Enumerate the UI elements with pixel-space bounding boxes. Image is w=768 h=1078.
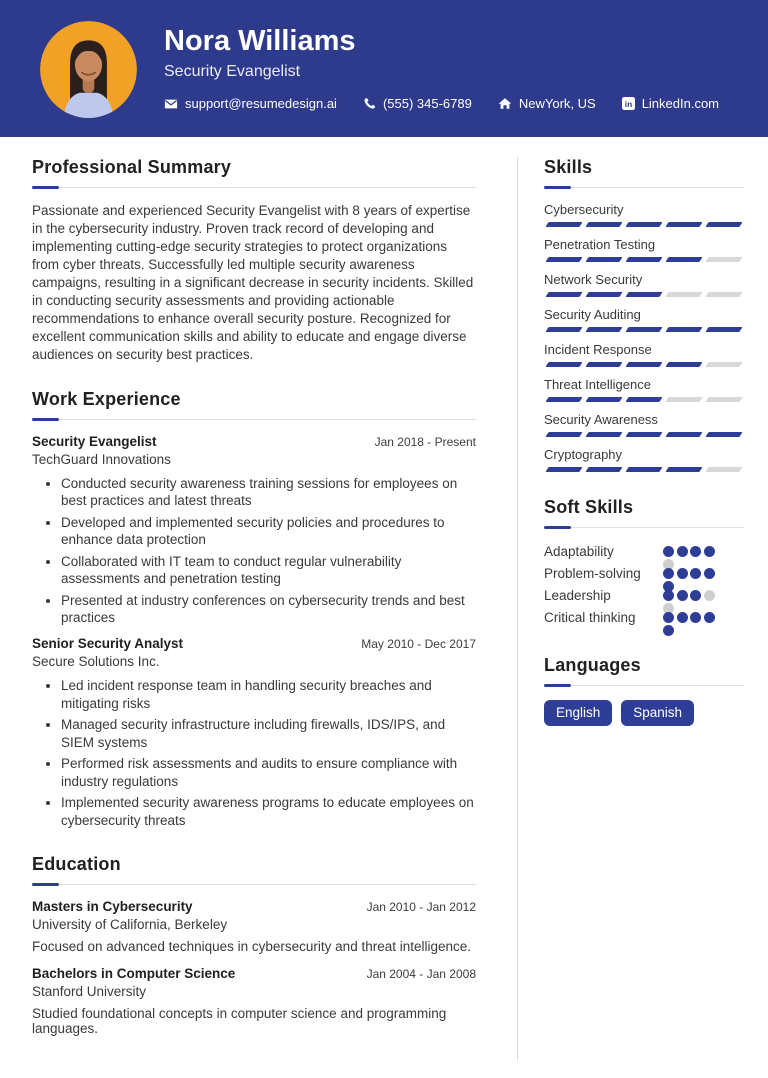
section-work-experience <box>32 389 476 830</box>
section-languages <box>544 655 744 726</box>
education-dates: Jan 2010 - Jan 2012 <box>366 900 476 915</box>
skill-bar-segment <box>545 327 582 332</box>
soft-skill-dot <box>690 612 701 623</box>
skill-level-bar <box>544 327 744 332</box>
degree-title: Bachelors in Computer Science <box>32 966 236 982</box>
contact-phone-text: (555) 345-6789 <box>382 96 472 112</box>
skill-bar-segment <box>585 432 622 437</box>
skill-name: Cybersecurity <box>544 202 624 217</box>
education-description: Studied foundational concepts in computer science and programming languages. <box>32 1006 447 1037</box>
job-bullets <box>32 677 476 829</box>
skill-bar-segment <box>545 257 582 262</box>
education-entry <box>32 899 476 954</box>
school-name: Stanford University <box>32 984 147 1000</box>
skill-bar-segment <box>625 292 662 297</box>
contact-linkedin[interactable] <box>622 96 719 111</box>
education-list <box>32 899 476 1036</box>
section-rule <box>544 684 744 687</box>
soft-skill-dot <box>663 568 674 579</box>
soft-skill-name: Leadership <box>544 588 611 603</box>
education-header <box>32 899 476 914</box>
degree-title: Masters in Cybersecurity <box>32 899 193 915</box>
skill-name: Cryptography <box>544 447 623 462</box>
skill-bar-segment <box>665 467 702 472</box>
skill-bar-segment <box>665 432 702 437</box>
skill-bar-segment <box>585 467 622 472</box>
job-bullet-item: • Collaborated with IT team to conduct regular vulnerability assessments and penetration testing <box>61 553 476 588</box>
email-icon <box>164 98 178 110</box>
job-company: TechGuard Innovations <box>32 451 171 467</box>
skill-bar-segment <box>705 292 742 297</box>
content-columns <box>0 137 768 1061</box>
language-badge: Spanish <box>621 700 694 726</box>
education-entry <box>32 966 476 1036</box>
skill-item <box>544 342 744 367</box>
linkedin-icon <box>622 97 635 110</box>
svg-text:in: in <box>624 98 632 109</box>
soft-skill-dot <box>690 590 701 601</box>
skill-bar-segment <box>545 362 582 367</box>
section-rule <box>544 186 744 189</box>
jobs-list <box>32 434 476 830</box>
skill-bar-segment <box>585 257 622 262</box>
soft-skill-dot <box>704 568 715 579</box>
skill-bar-segment <box>705 467 742 472</box>
skill-bar-segment <box>585 397 622 402</box>
section-rule <box>32 186 476 189</box>
skill-bar-segment <box>625 327 662 332</box>
skill-level-bar <box>544 362 744 367</box>
skill-item <box>544 237 744 262</box>
person-title: Security Evangelist <box>164 63 301 81</box>
section-education <box>32 854 476 1036</box>
skill-bar-segment <box>545 222 582 227</box>
sidebar-column <box>517 157 744 1061</box>
skill-item <box>544 447 744 472</box>
avatar-illustration <box>40 21 137 118</box>
skill-bar-segment <box>665 222 702 227</box>
main-column <box>32 157 476 1061</box>
soft-skill-dot <box>677 590 688 601</box>
avatar <box>40 21 137 118</box>
section-professional-summary <box>32 157 476 364</box>
skill-bar-segment <box>625 397 662 402</box>
skills-list <box>544 202 744 472</box>
skill-bar-segment <box>585 362 622 367</box>
soft-skill-item <box>544 608 744 630</box>
education-description: Focused on advanced techniques in cybersecurity and threat intelligence. <box>32 939 472 955</box>
skill-name: Penetration Testing <box>544 237 656 252</box>
soft-skill-dot <box>704 590 715 601</box>
job-company: Secure Solutions Inc. <box>32 653 160 669</box>
skill-bar-segment <box>625 432 662 437</box>
soft-skill-dots <box>663 546 717 557</box>
skill-bar-segment <box>585 292 622 297</box>
skill-level-bar <box>544 432 744 437</box>
skill-bar-segment <box>545 432 582 437</box>
section-rule <box>32 883 476 886</box>
soft-skill-dot <box>663 625 674 636</box>
skill-level-bar <box>544 257 744 262</box>
skill-bar-segment <box>705 327 742 332</box>
skill-bar-segment <box>545 397 582 402</box>
job-title: Senior Security Analyst <box>32 635 184 651</box>
contact-location-text: NewYork, US <box>518 96 596 112</box>
soft-skill-name: Problem-solving <box>544 566 641 581</box>
job-bullet-item: • Performed risk assessments and audits to ensure compliance with industry regulations <box>61 755 476 790</box>
soft-skill-dot <box>704 546 715 557</box>
soft-skill-dots <box>663 590 717 601</box>
languages-list <box>544 700 744 726</box>
job-dates: May 2010 - Dec 2017 <box>361 636 476 651</box>
person-name: Nora Williams <box>164 24 356 57</box>
section-rule <box>544 526 744 529</box>
job-title: Security Evangelist <box>32 433 157 449</box>
skill-bar-segment <box>665 362 702 367</box>
skill-bar-segment <box>545 467 582 472</box>
skill-bar-segment <box>665 257 702 262</box>
skill-bar-segment <box>545 292 582 297</box>
contact-row <box>164 96 719 111</box>
soft-skill-dot <box>677 568 688 579</box>
summary-text: Passionate and experienced Security Evangelist with 8 years of expertise in the cybersecurity industry. Proven track record of developing and implementing cutting-edge security strategies to protect organizations from cyber threats. Successfully led multiple security awareness campaigns, resulting in a significant decrease in security incidents. Skilled in conducting security assessments and providing actionable recommendations to enhance overall security posture. Recognized for excellent communication skills and ability to educate and engage diverse audiences on security best practices. <box>32 203 474 362</box>
school-name: University of California, Berkeley <box>32 917 228 933</box>
header-banner <box>0 0 768 137</box>
skill-bar-segment <box>665 292 702 297</box>
skill-name: Incident Response <box>544 342 652 357</box>
skill-level-bar <box>544 467 744 472</box>
education-dates: Jan 2004 - Jan 2008 <box>366 967 476 982</box>
skill-bar-segment <box>665 327 702 332</box>
contact-location[interactable] <box>498 96 596 111</box>
section-heading: Soft Skills <box>544 497 634 517</box>
contact-linkedin-text: LinkedIn.com <box>641 96 720 112</box>
skill-item <box>544 307 744 332</box>
section-heading: Work Experience <box>32 388 181 409</box>
soft-skill-dot <box>663 590 674 601</box>
skill-item <box>544 377 744 402</box>
home-icon <box>498 97 512 110</box>
skill-item <box>544 272 744 297</box>
soft-skills-list <box>544 542 744 630</box>
contact-email-text: support@resumedesign.ai <box>185 96 337 112</box>
soft-skill-name: Critical thinking <box>544 610 636 625</box>
skill-bar-segment <box>705 362 742 367</box>
soft-skill-dot <box>690 546 701 557</box>
skill-bar-segment <box>585 222 622 227</box>
skill-bar-segment <box>625 362 662 367</box>
skill-bar-segment <box>705 397 742 402</box>
soft-skill-item <box>544 564 744 586</box>
section-skills <box>544 157 744 472</box>
contact-email[interactable] <box>164 96 337 111</box>
skill-item <box>544 412 744 437</box>
job-header <box>32 434 476 449</box>
job-bullets <box>32 475 476 627</box>
section-heading: Skills <box>544 157 593 177</box>
section-heading: Languages <box>544 655 641 675</box>
soft-skill-dot <box>663 546 674 557</box>
section-heading: Professional Summary <box>32 157 232 177</box>
skill-name: Network Security <box>544 272 643 287</box>
section-rule <box>32 418 476 421</box>
job-bullet-item: • Managed security infrastructure including firewalls, IDS/IPS, and SIEM systems <box>61 716 476 751</box>
section-soft-skills <box>544 497 744 630</box>
education-header <box>32 966 476 981</box>
section-heading: Education <box>32 854 121 875</box>
soft-skill-dots <box>663 568 717 579</box>
skill-bar-segment <box>625 467 662 472</box>
skill-bar-segment <box>625 257 662 262</box>
soft-skill-dot <box>677 546 688 557</box>
skill-bar-segment <box>705 432 742 437</box>
skill-bar-segment <box>665 397 702 402</box>
skill-bar-segment <box>705 257 742 262</box>
skill-level-bar <box>544 222 744 227</box>
phone-icon <box>363 97 376 110</box>
skill-bar-segment <box>705 222 742 227</box>
language-badge: English <box>544 700 612 726</box>
job-dates: Jan 2018 - Present <box>374 434 476 449</box>
soft-skill-dot <box>677 612 688 623</box>
soft-skill-dot <box>704 612 715 623</box>
soft-skill-item <box>544 586 744 608</box>
skill-item <box>544 202 744 227</box>
job-bullet-item: • Developed and implemented security policies and procedures to enhance data protection <box>61 514 476 549</box>
job-header <box>32 636 476 651</box>
skill-name: Security Auditing <box>544 307 641 322</box>
job-bullet-item: • Conducted security awareness training sessions for employees on best practices and latest threats <box>61 475 476 510</box>
skill-name: Security Awareness <box>544 412 658 427</box>
soft-skill-dot <box>690 568 701 579</box>
job-bullet-item: • Presented at industry conferences on cybersecurity trends and best practices <box>61 592 476 627</box>
skill-bar-segment <box>625 222 662 227</box>
job-entry <box>32 434 476 627</box>
contact-phone[interactable] <box>363 96 472 111</box>
skill-name: Threat Intelligence <box>544 377 651 392</box>
job-entry <box>32 636 476 829</box>
skill-bar-segment <box>585 327 622 332</box>
job-bullet-item: • Led incident response team in handling security breaches and mitigating risks <box>61 677 476 712</box>
column-gap <box>476 157 517 1061</box>
soft-skill-dots <box>663 612 717 623</box>
skill-level-bar <box>544 292 744 297</box>
job-bullet-item: • Implemented security awareness programs to educate employees on cybersecurity threats <box>61 794 476 829</box>
soft-skill-item <box>544 542 744 564</box>
soft-skill-name: Adaptability <box>544 544 614 559</box>
skill-level-bar <box>544 397 744 402</box>
soft-skill-dot <box>663 612 674 623</box>
